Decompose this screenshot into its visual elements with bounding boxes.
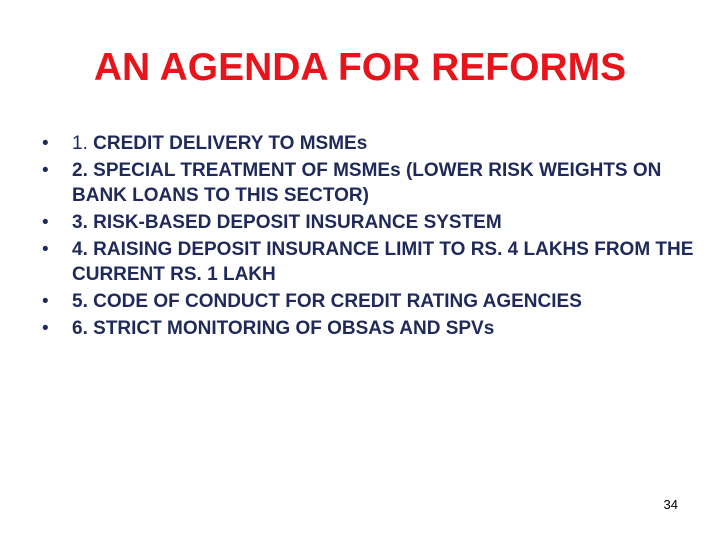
agenda-item-6 (42, 316, 702, 341)
agenda-item-text: CREDIT DELIVERY TO MSMEs (93, 133, 368, 154)
bullet-icon: • (42, 239, 49, 260)
agenda-item-text: RAISING DEPOSIT INSURANCE LIMIT TO RS. 4 LAKHS FROM THE CURRENT RS. 1 LAKH (72, 239, 694, 285)
agenda-item-4 (42, 237, 702, 287)
agenda-item-number: 5. (72, 291, 88, 312)
agenda-item-number: 4. (72, 239, 88, 260)
bullet-icon: • (42, 212, 49, 233)
agenda-item-number: 1. (72, 133, 88, 154)
agenda-bullet-list (42, 131, 702, 343)
bullet-icon: • (42, 318, 49, 339)
bullet-icon: • (42, 160, 49, 181)
agenda-item-text: RISK-BASED DEPOSIT INSURANCE SYSTEM (93, 212, 502, 233)
agenda-item-5 (42, 289, 702, 314)
agenda-item-text: STRICT MONITORING OF OBSAS AND SPVs (93, 318, 495, 339)
page-number: 34 (663, 497, 678, 512)
agenda-item-3 (42, 210, 702, 235)
slide-title: AN AGENDA FOR REFORMS (93, 46, 627, 89)
agenda-item-number: 6. (72, 318, 88, 339)
agenda-item-1 (42, 131, 702, 156)
agenda-item-number: 3. (72, 212, 88, 233)
bullet-icon: • (42, 291, 49, 312)
agenda-item-number: 2. (72, 160, 88, 181)
bullet-icon: • (42, 133, 49, 154)
agenda-item-text: CODE OF CONDUCT FOR CREDIT RATING AGENCIES (93, 291, 582, 312)
agenda-item-text: SPECIAL TREATMENT OF MSMEs (LOWER RISK WEIGHTS ON BANK LOANS TO THIS SECTOR) (72, 160, 662, 206)
agenda-item-2 (42, 158, 702, 208)
